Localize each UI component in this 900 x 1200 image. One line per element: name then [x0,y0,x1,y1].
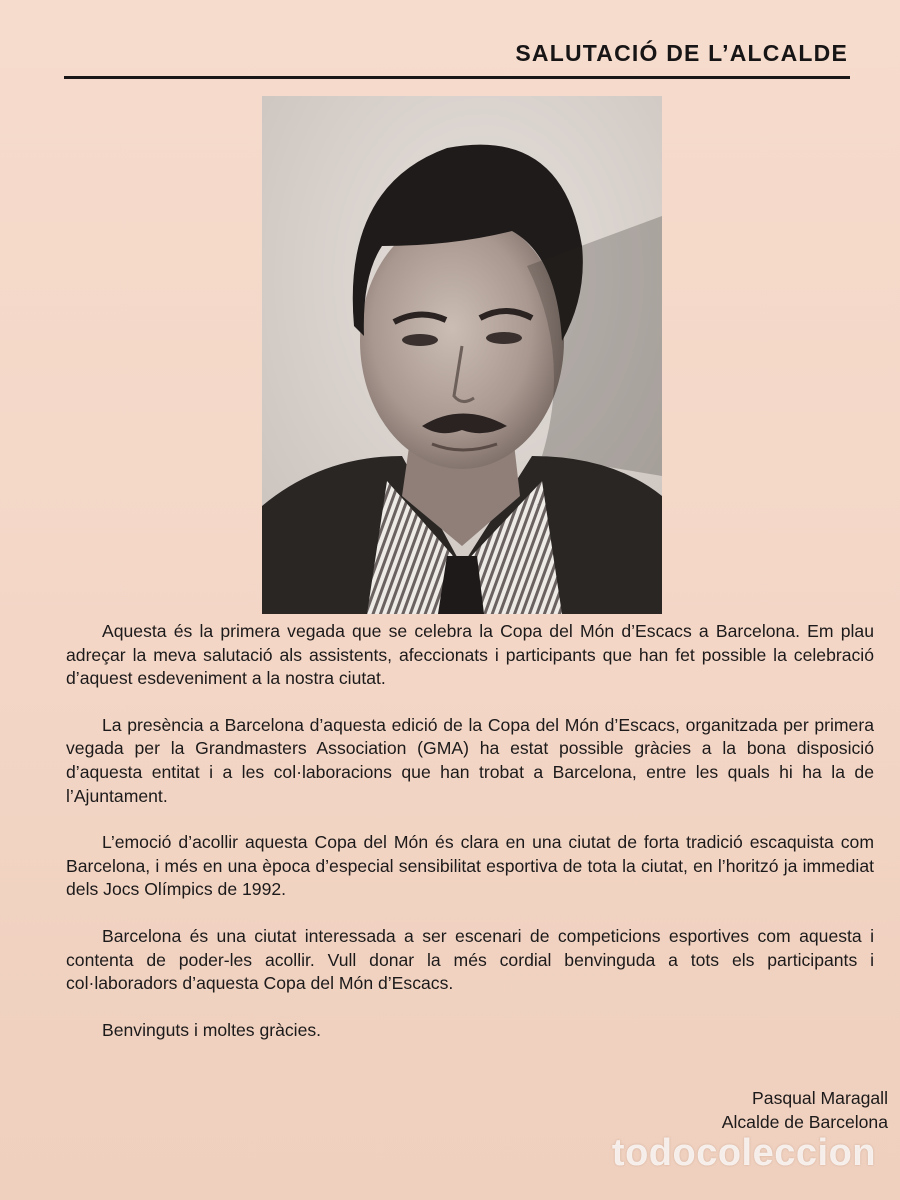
watermark: todocoleccion [611,1132,876,1174]
letter-body [66,620,874,1065]
signatory-role: Alcalde de Barcelona [721,1112,888,1132]
paragraph: Aquesta és la primera vegada que se celebra la Copa del Món d’Escacs a Barcelona. Em plau adreçar la meva salutació als assistents, afeccionats i participants que han fet possible la celebració d’aquest esdeveniment a la nostra ciutat. [66,621,874,689]
signatory-name: Pasqual Maragall [752,1088,888,1108]
paragraph: La presència a Barcelona d’aquesta edició de la Copa del Món d’Escacs, organitzada per primera vegada per la Grandmasters Association (GMA) ha estat possible gràcies a la bona disposició d’aquesta entitat i a les col·laboracions que han trobat a Barcelona, entre les quals hi ha la de l’Ajuntament. [66,714,874,806]
paragraph: Barcelona és una ciutat interessada a ser escenari de competicions esportives com aquesta i contenta de poder-les acollir. Vull donar la més cordial benvinguda a tots els participants i col·laboradors d’aquesta Copa del Món d’Escacs. [66,925,874,994]
page-title: SALUTACIÓ DE L’ALCALDE [515,40,848,66]
signature-block [722,1086,888,1134]
closing-line: Benvinguts i moltes gràcies. [102,1019,322,1040]
paragraph: L’emoció d’acollir aquesta Copa del Món és clara en una ciutat de forta tradició escaquista com Barcelona, i més en una època d’especial sensibilitat esportiva de tota la ciutat, en l’horitzó ja immediat dels Jocs Olímpics de 1992. [66,832,874,900]
portrait-photo [262,96,662,614]
portrait-illustration [262,96,662,614]
header-divider [64,76,850,79]
